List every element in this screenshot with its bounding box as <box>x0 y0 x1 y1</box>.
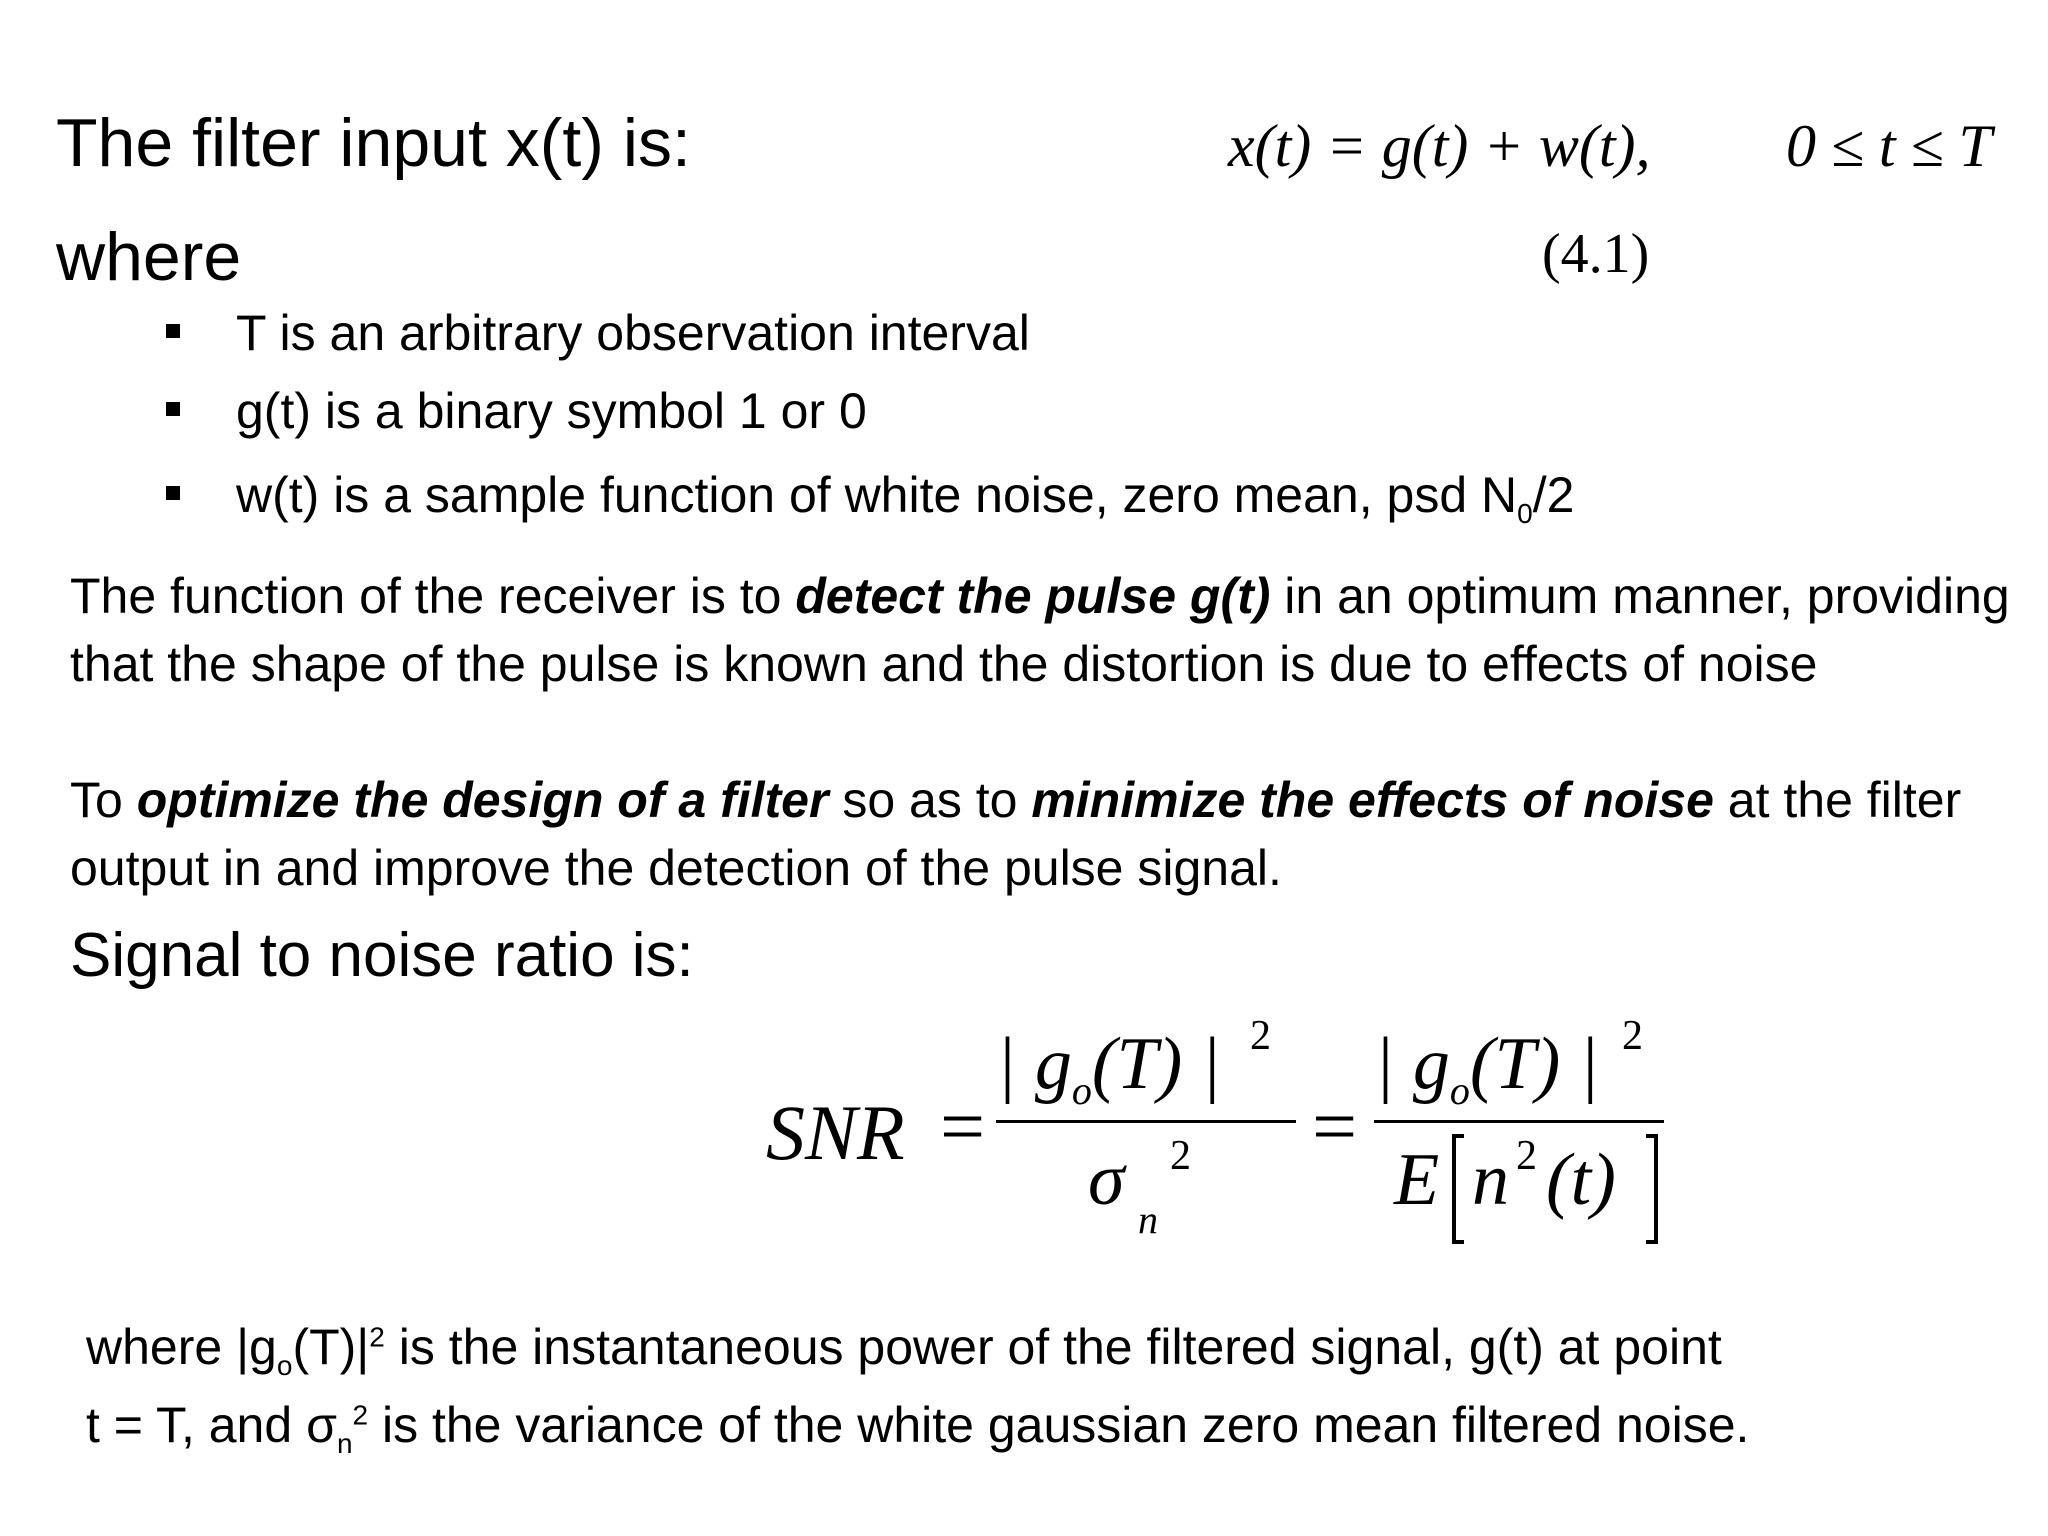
heading-filter-input: The filter input x(t) is: <box>56 105 691 181</box>
bullet-square-icon <box>166 324 180 338</box>
explanation-text: is the variance of the white gaussian zero mean filtered noise. <box>368 1397 1750 1453</box>
numerator-subscript: o <box>1449 1067 1470 1113</box>
numerator-subscript: o <box>1071 1067 1092 1113</box>
equation-4-1 <box>1228 112 1651 181</box>
explanation-text: (T)| <box>292 1319 370 1375</box>
paragraph-text: at the filter output in and improve the detection of the pulse signal. <box>70 772 1962 896</box>
list-item <box>160 467 1575 548</box>
paragraph-text: The function of the receiver is to <box>70 568 796 624</box>
equation-4-1-lhs: x(t) = g(t) + w(t), <box>1228 113 1651 179</box>
explanation-superscript: 2 <box>352 1399 369 1431</box>
bullet-text: T is an arbitrary observation interval <box>236 305 1030 361</box>
explanation-line-2 <box>86 1397 1750 1459</box>
paragraph-text: in an optimum manner, providing that the shape of the pulse is known and the distortion is due to effects of noise <box>70 568 2010 692</box>
denominator-1-subscript: n <box>1138 1197 1158 1242</box>
numerator-text: (T) | <box>1091 1023 1222 1105</box>
bullet-square-icon <box>166 486 180 500</box>
denominator-2-exponent: 2 <box>1516 1133 1537 1179</box>
emphasis-text: minimize the effects of noise <box>1031 772 1714 828</box>
explanation-subscript: o <box>276 1350 293 1381</box>
paragraph-optimize <box>70 766 2020 902</box>
numerator-text: | g <box>1374 1023 1450 1105</box>
fraction-bar <box>996 1120 1296 1123</box>
bullet-list <box>160 305 1575 548</box>
snr-label: Signal to noise ratio is: <box>70 921 694 990</box>
numerator-1-exponent: 2 <box>1250 1013 1271 1059</box>
equals-sign: = <box>1312 1083 1358 1171</box>
explanation-text: where |g <box>86 1319 277 1375</box>
denominator-2-noise: n <box>1472 1139 1509 1221</box>
snr-lhs: SNR <box>766 1089 905 1176</box>
bullet-subscript: 0 <box>1517 498 1533 529</box>
numerator-text: | g <box>996 1023 1072 1105</box>
explanation-line-1 <box>86 1319 1722 1381</box>
denominator-1: σ <box>1088 1139 1125 1221</box>
numerator-1 <box>996 1022 1221 1114</box>
explanation-subscript: n <box>336 1428 353 1459</box>
equation-4-1-range: 0 ≤ t ≤ T <box>1786 113 1992 179</box>
fraction-bar <box>1374 1120 1664 1123</box>
bullet-text-after: /2 <box>1532 467 1575 523</box>
list-item <box>160 383 1574 464</box>
explanation-superscript: 2 <box>369 1321 385 1353</box>
bullet-text: w(t) is a sample function of white noise, zero mean, psd N <box>236 467 1518 523</box>
equals-sign: = <box>940 1083 986 1171</box>
emphasis-text: optimize the design of a filter <box>136 772 829 828</box>
bullet-square-icon <box>166 402 180 416</box>
numerator-2 <box>1374 1022 1599 1114</box>
explanation-text: t = T, and σ <box>86 1397 337 1453</box>
numerator-2-exponent: 2 <box>1622 1013 1643 1059</box>
list-item <box>160 305 1574 386</box>
numerator-text: (T) | <box>1469 1023 1600 1105</box>
paragraph-text: so as to <box>828 772 1032 828</box>
denominator-2-time: (t) <box>1546 1139 1616 1221</box>
heading-where: where <box>56 219 242 295</box>
explanation-text: is the instantaneous power of the filtered signal, g(t) at point <box>384 1319 1722 1375</box>
paragraph-receiver-function <box>70 562 2020 698</box>
paragraph-text: To <box>70 772 137 828</box>
snr-equation <box>760 1010 1680 1260</box>
equation-number: (4.1) <box>1542 223 1650 285</box>
bullet-text: g(t) is a binary symbol 1 or 0 <box>236 383 867 439</box>
denominator-1-exponent: 2 <box>1170 1133 1191 1179</box>
emphasis-text: detect the pulse g(t) <box>795 568 1271 624</box>
denominator-2-expectation: E <box>1394 1139 1440 1221</box>
